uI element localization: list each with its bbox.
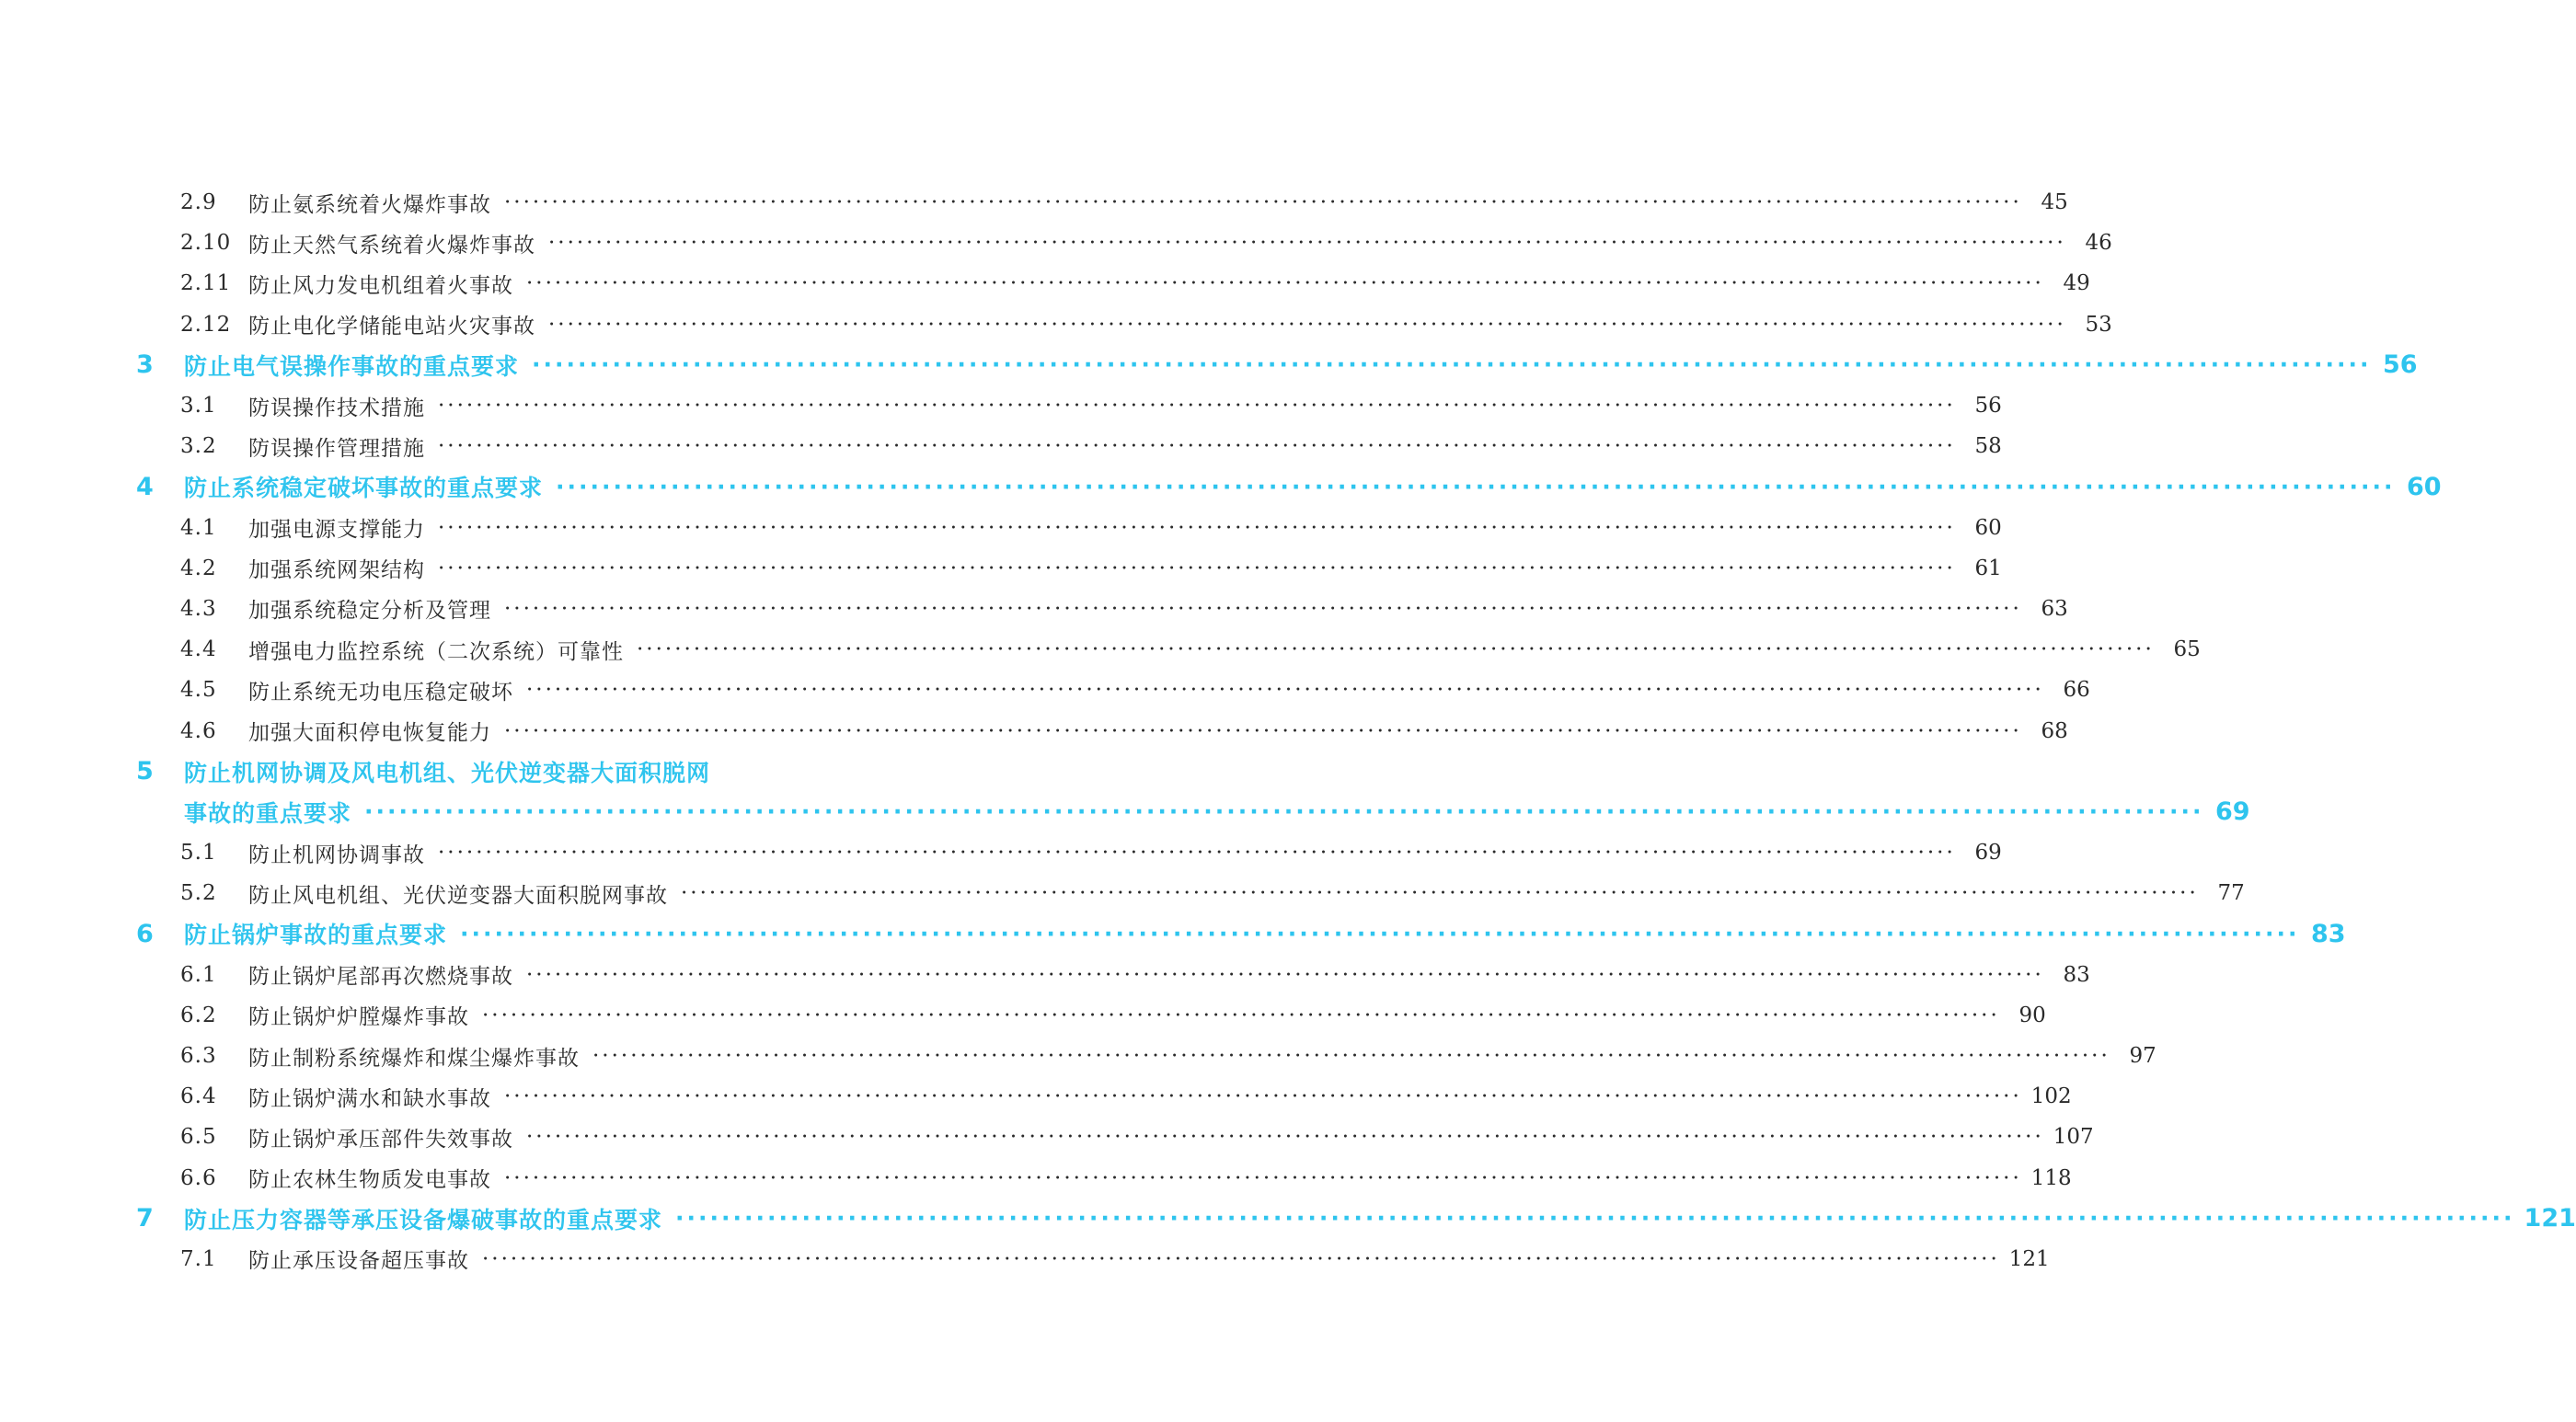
page-number: 83 bbox=[2310, 919, 2346, 948]
dot-leader: ································································································································································ bbox=[438, 841, 1956, 866]
section-number: 5.1 bbox=[180, 841, 217, 866]
section-title: 防止农林生物质发电事故 bbox=[248, 1168, 491, 1193]
dot-leader: ································································································································································ bbox=[526, 962, 2044, 987]
toc-section-row bbox=[136, 955, 2090, 995]
section-title: 防误操作技术措施 bbox=[248, 396, 425, 420]
section-title: 防止机网协调事故 bbox=[248, 843, 425, 867]
section-number: 2.10 bbox=[180, 231, 232, 256]
table-of-contents bbox=[136, 182, 2576, 1279]
section-title: 防止天然气系统着火爆炸事故 bbox=[248, 233, 535, 258]
toc-section-row bbox=[136, 548, 2002, 589]
section-title: 加强大面积停电恢复能力 bbox=[248, 721, 491, 746]
chapter-title: 防止电气误操作事故的重点要求 bbox=[184, 352, 520, 380]
section-number: 3.1 bbox=[180, 394, 217, 419]
section-number: 4.1 bbox=[180, 515, 217, 540]
toc-section-row bbox=[136, 426, 2002, 466]
section-number: 4.4 bbox=[180, 637, 217, 662]
section-title: 防误操作管理措施 bbox=[248, 436, 425, 461]
chapter-number: 4 bbox=[136, 472, 154, 501]
page-number: 69 bbox=[2214, 797, 2250, 827]
section-number: 2.9 bbox=[180, 190, 217, 215]
section-title: 防止风力发电机组着火事故 bbox=[248, 273, 513, 298]
page-number: 83 bbox=[2063, 962, 2090, 987]
toc-section-row bbox=[136, 873, 2245, 913]
toc-section-row bbox=[136, 263, 2090, 304]
section-title: 防止系统无功电压稳定破坏 bbox=[248, 680, 513, 705]
toc-section-row bbox=[136, 1117, 2094, 1157]
dot-leader: ································································································································································ bbox=[438, 515, 1956, 540]
page-number: 60 bbox=[1974, 515, 2002, 540]
dot-leader: ································································································································································ bbox=[504, 1084, 2022, 1109]
section-number: 4.6 bbox=[180, 718, 217, 743]
page-number: 77 bbox=[2217, 881, 2245, 906]
page-number: 63 bbox=[2041, 596, 2068, 621]
toc-section-row bbox=[136, 1076, 2072, 1117]
section-number: 6.3 bbox=[180, 1044, 217, 1069]
dot-leader: ································································································································································ bbox=[548, 231, 2066, 256]
section-title: 防止锅炉满水和缺水事故 bbox=[248, 1086, 491, 1111]
page-number: 53 bbox=[2085, 312, 2112, 337]
dot-leader: ································································································································································ bbox=[592, 1044, 2110, 1069]
dot-leader: ································································································································································ bbox=[675, 1205, 2515, 1233]
chapter-title: 防止锅炉事故的重点要求 bbox=[184, 922, 448, 949]
section-number: 4.2 bbox=[180, 556, 217, 580]
section-title: 防止承压设备超压事故 bbox=[248, 1249, 469, 1274]
dot-leader: ································································································································································ bbox=[460, 920, 2300, 947]
section-title: 防止锅炉尾部再次燃烧事故 bbox=[248, 965, 513, 990]
toc-section-row bbox=[136, 1036, 2156, 1076]
toc-section-row bbox=[136, 995, 2046, 1036]
dot-leader: ································································································································································ bbox=[526, 678, 2044, 703]
toc-section-row bbox=[136, 710, 2068, 751]
toc-chapter-row bbox=[136, 345, 2418, 385]
toc-section-row bbox=[136, 629, 2201, 670]
dot-leader: ································································································································································ bbox=[504, 190, 2022, 215]
chapter-number: 7 bbox=[136, 1204, 154, 1233]
page-number: 69 bbox=[1974, 841, 2002, 866]
chapter-number: 5 bbox=[136, 757, 154, 786]
dot-leader: ································································································································································ bbox=[364, 798, 2204, 826]
page-number: 66 bbox=[2063, 678, 2090, 703]
dot-leader: ································································································································································ bbox=[504, 718, 2022, 743]
page-number: 68 bbox=[2041, 718, 2068, 743]
page-number: 121 bbox=[2008, 1246, 2050, 1271]
section-number: 3.2 bbox=[180, 434, 217, 459]
toc-chapter-row bbox=[136, 792, 2250, 832]
page-number: 102 bbox=[2030, 1084, 2072, 1109]
toc-chapter-row bbox=[136, 751, 839, 792]
toc-section-row bbox=[136, 832, 2002, 873]
section-number: 6.5 bbox=[180, 1125, 217, 1150]
section-number: 5.2 bbox=[180, 881, 217, 906]
section-title: 防止电化学储能电站火灾事故 bbox=[248, 315, 535, 339]
section-number: 6.2 bbox=[180, 1003, 217, 1027]
chapter-title: 事故的重点要求 bbox=[184, 799, 352, 827]
dot-leader: ································································································································································ bbox=[504, 1165, 2022, 1190]
page-number: 56 bbox=[1974, 394, 2002, 419]
page-number: 121 bbox=[2524, 1204, 2576, 1233]
section-number: 4.3 bbox=[180, 596, 217, 621]
dot-leader: ································································································································································ bbox=[482, 1003, 2000, 1027]
chapter-number: 3 bbox=[136, 350, 154, 380]
dot-leader: ································································································································································ bbox=[438, 556, 1956, 580]
toc-section-row bbox=[136, 223, 2112, 263]
dot-leader: ································································································································································ bbox=[438, 394, 1956, 419]
section-number: 6.4 bbox=[180, 1084, 217, 1109]
page-number: 45 bbox=[2041, 190, 2068, 215]
toc-section-row bbox=[136, 589, 2068, 629]
toc-chapter-row bbox=[136, 466, 2442, 507]
page-number: 90 bbox=[2018, 1003, 2046, 1027]
toc-section-row bbox=[136, 1158, 2072, 1198]
dot-leader: ································································································································································ bbox=[681, 881, 2199, 906]
dot-leader: ································································································································································ bbox=[526, 1125, 2044, 1150]
toc-chapter-row bbox=[136, 1198, 2576, 1239]
page-number: 118 bbox=[2030, 1165, 2072, 1190]
toc-section-row bbox=[136, 304, 2112, 345]
section-title: 防止氨系统着火爆炸事故 bbox=[248, 192, 491, 217]
page-number: 97 bbox=[2129, 1044, 2156, 1069]
chapter-title: 防止压力容器等承压设备爆破事故的重点要求 bbox=[184, 1206, 663, 1233]
page-number: 46 bbox=[2085, 231, 2112, 256]
section-title: 防止锅炉承压部件失效事故 bbox=[248, 1127, 513, 1152]
toc-section-row bbox=[136, 508, 2002, 548]
toc-chapter-row bbox=[136, 913, 2346, 954]
section-title: 加强系统稳定分析及管理 bbox=[248, 599, 491, 624]
section-number: 2.11 bbox=[180, 271, 232, 296]
page-number: 107 bbox=[2053, 1125, 2094, 1150]
section-title: 防止锅炉炉膛爆炸事故 bbox=[248, 1005, 469, 1030]
section-title: 防止风电机组、光伏逆变器大面积脱网事故 bbox=[248, 883, 668, 908]
section-number: 2.12 bbox=[180, 312, 232, 337]
toc-section-row bbox=[136, 182, 2068, 223]
section-number: 7.1 bbox=[180, 1246, 217, 1271]
toc-section-row bbox=[136, 385, 2002, 426]
page-number: 60 bbox=[2406, 472, 2442, 501]
section-number: 4.5 bbox=[180, 678, 217, 703]
page-number: 58 bbox=[1974, 434, 2002, 459]
section-title: 加强电源支撑能力 bbox=[248, 518, 425, 543]
section-title: 增强电力监控系统（二次系统）可靠性 bbox=[248, 639, 624, 664]
toc-section-row bbox=[136, 1239, 2050, 1279]
chapter-title: 防止系统稳定破坏事故的重点要求 bbox=[184, 475, 544, 502]
chapter-number: 6 bbox=[136, 919, 154, 948]
dot-leader: ································································································································································ bbox=[438, 434, 1956, 459]
chapter-title: 防止机网协调及风电机组、光伏逆变器大面积脱网 bbox=[184, 759, 711, 786]
dot-leader: ································································································································································ bbox=[526, 271, 2044, 296]
toc-section-row bbox=[136, 670, 2090, 710]
dot-leader: ································································································································································ bbox=[548, 312, 2066, 337]
dot-leader: ································································································································································ bbox=[504, 596, 2022, 621]
section-title: 防止制粉系统爆炸和煤尘爆炸事故 bbox=[248, 1046, 580, 1071]
dot-leader: ································································································································································ bbox=[532, 351, 2372, 379]
dot-leader: ································································································································································ bbox=[637, 637, 2155, 662]
dot-leader: ································································································································································ bbox=[556, 473, 2396, 500]
section-number: 6.1 bbox=[180, 962, 217, 987]
page-number: 65 bbox=[2173, 637, 2201, 662]
page-number: 49 bbox=[2063, 271, 2090, 296]
section-title: 加强系统网架结构 bbox=[248, 558, 425, 583]
dot-leader: ································································································································································ bbox=[482, 1246, 2000, 1271]
page-number: 61 bbox=[1974, 556, 2002, 580]
section-number: 6.6 bbox=[180, 1165, 217, 1190]
page-number: 56 bbox=[2382, 350, 2418, 380]
